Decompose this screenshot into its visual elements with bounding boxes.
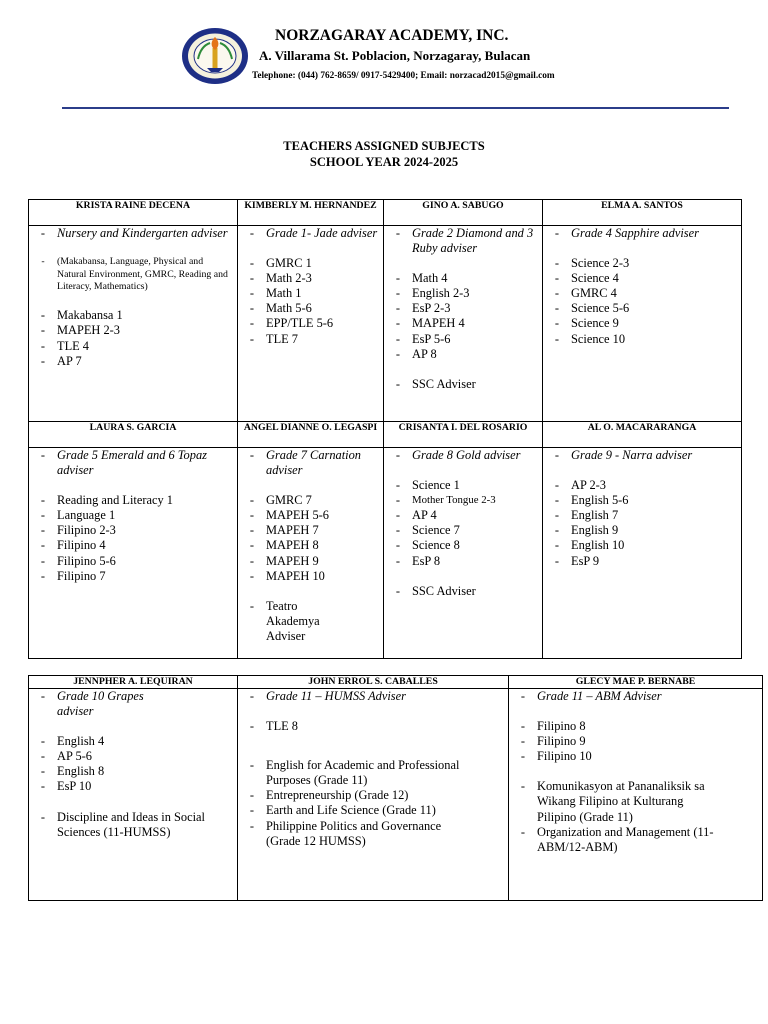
subject: English for Academic and Professional Purposes (Grade 11) <box>266 758 460 788</box>
subject: English 8 <box>57 764 105 779</box>
subject: Science 9 <box>571 316 619 331</box>
subject: Organization and Management (11-ABM/12-ABM) <box>537 824 714 854</box>
subject: EsP 10 <box>57 779 92 794</box>
teacher-subjects-cell <box>29 689 238 901</box>
list-item: - TLE 8 <box>238 719 508 734</box>
subject: Science 7 <box>412 523 460 538</box>
list-item: - MAPEH 7 <box>238 523 383 538</box>
school-contact: Telephone: (044) 762-8659/ 0917-5429400; Email: norzacad2015@gmail.com <box>252 71 555 81</box>
subject: Filipino 9 <box>537 734 586 749</box>
list-item: - Science 2-3 <box>543 256 741 271</box>
subject: GMRC 7 <box>266 493 312 508</box>
list-item: - EsP 9 <box>543 554 741 569</box>
list-item: - MAPEH 4 <box>384 316 542 331</box>
list-item: - MAPEH 10 <box>238 569 383 584</box>
list-item: - Makabansa 1 <box>29 308 237 323</box>
list-item: - MAPEH 5-6 <box>238 508 383 523</box>
list-item: - EsP 2-3 <box>384 301 542 316</box>
list-item: - TLE 7 <box>238 332 383 347</box>
subject: English 2-3 <box>412 286 470 301</box>
adviser-label: Grade 8 Gold adviser <box>412 448 521 462</box>
teacher-subjects-cell <box>384 448 543 659</box>
subjects-note: (Makabansa, Language, Physical and Natural Environment, GMRC, Reading and Literacy, Mathematics) <box>57 256 228 292</box>
list-item: - English 9 <box>543 523 741 538</box>
subject: Filipino 10 <box>537 749 592 764</box>
list-item: - Filipino 9 <box>509 734 762 749</box>
list-item: - Science 1 <box>384 478 542 493</box>
list-item: - Grade 11 – HUMSS Adviser <box>238 689 508 704</box>
adviser-label: Grade 11 – HUMSS Adviser <box>266 689 406 703</box>
subject: Philippine Politics and Governance (Grade 12 HUMSS) <box>266 818 442 848</box>
subject: MAPEH 2-3 <box>57 323 120 338</box>
subjects-row-2 <box>29 448 742 659</box>
list-item: - Teatro Akademya Adviser <box>238 599 383 644</box>
list-item: - AP 5-6 <box>29 749 237 764</box>
subject: MAPEH 7 <box>266 523 319 538</box>
subject: English 10 <box>571 538 625 553</box>
list-item: - TLE 4 <box>29 339 237 354</box>
subject: Math 2-3 <box>266 271 312 286</box>
teacher-name: CRISANTA I. DEL ROSARIO <box>384 422 543 448</box>
list-item: - Grade 8 Gold adviser <box>384 448 542 463</box>
subject: TLE 4 <box>57 338 89 353</box>
subject: Science 5-6 <box>571 301 630 316</box>
subject: Earth and Life Science (Grade 11) <box>266 803 436 818</box>
list-item: - English 10 <box>543 538 741 553</box>
list-item: - Math 4 <box>384 271 542 286</box>
header-row-1 <box>29 200 742 226</box>
list-item: - Nursery and Kindergarten adviser <box>29 226 237 241</box>
subject: Reading and Literacy 1 <box>57 493 173 508</box>
header-row-2 <box>29 422 742 448</box>
subject: AP 8 <box>412 346 437 361</box>
teacher-subjects-cell <box>238 226 384 422</box>
list-item: - English 4 <box>29 734 237 749</box>
list-item: - (Makabansa, Language, Physical and Natural Environment, GMRC, Reading and Literacy, Mathematics) <box>29 256 237 293</box>
adviser-label: Grade 5 Emerald and 6 Topaz adviser <box>57 448 207 478</box>
teacher-name: ELMA A. SANTOS <box>543 200 742 226</box>
list-item: - Discipline and Ideas in Social Sciences (11-HUMSS) <box>29 810 237 840</box>
school-seal-logo <box>180 26 250 86</box>
teacher-name: GINO A. SABUGO <box>384 200 543 226</box>
list-item: - Filipino 2-3 <box>29 523 237 538</box>
subject: English 4 <box>57 734 105 749</box>
teacher-name: LAURA S. GARCIA <box>29 422 238 448</box>
adviser-label: Grade 10 Grapes adviser <box>57 689 144 719</box>
list-item: - Filipino 8 <box>509 719 762 734</box>
adviser-label: Grade 7 Carnation adviser <box>266 448 361 478</box>
subject: GMRC 1 <box>266 256 312 271</box>
list-item: - EsP 10 <box>29 779 237 794</box>
extra-role: SSC Adviser <box>412 583 476 598</box>
list-item: - AP 8 <box>384 347 542 362</box>
subject: EsP 9 <box>571 553 600 568</box>
subject: Math 1 <box>266 286 302 301</box>
list-item: - Grade 10 Grapes adviser <box>29 689 237 719</box>
subject: Math 4 <box>412 271 448 286</box>
teacher-name: ANGEL DIANNE O. LEGASPI <box>238 422 384 448</box>
subject: EsP 2-3 <box>412 301 451 316</box>
subject: Science 1 <box>412 478 460 493</box>
extra-role: Teatro Akademya Adviser <box>266 598 320 643</box>
list-item: - Grade 1- Jade adviser <box>238 226 383 241</box>
teacher-subjects-cell <box>509 689 763 901</box>
list-item: - Grade 2 Diamond and 3 Ruby adviser <box>384 226 542 256</box>
subject: AP 7 <box>57 353 82 368</box>
subject: AP 4 <box>412 508 437 523</box>
subject: English 5-6 <box>571 493 629 508</box>
subject: Filipino 4 <box>57 538 106 553</box>
adviser-label: Nursery and Kindergarten adviser <box>57 226 228 240</box>
list-item: - Mother Tongue 2-3 <box>384 493 542 508</box>
list-item: - Reading and Literacy 1 <box>29 493 237 508</box>
subject: Mother Tongue 2-3 <box>412 494 496 507</box>
subject: English 9 <box>571 523 619 538</box>
subject: Science 4 <box>571 271 619 286</box>
list-item: - Organization and Management (11-ABM/12-ABM) <box>509 825 762 855</box>
list-item: - Science 10 <box>543 332 741 347</box>
subject: GMRC 4 <box>571 286 617 301</box>
teachers-table-1 <box>28 199 742 659</box>
teacher-subjects-cell <box>238 448 384 659</box>
list-item: - English 8 <box>29 764 237 779</box>
header-divider <box>62 107 729 109</box>
subjects-row-3 <box>29 689 763 901</box>
subject: Science 8 <box>412 538 460 553</box>
school-year: SCHOOL YEAR 2024-2025 <box>309 155 459 169</box>
list-item: - Science 8 <box>384 538 542 553</box>
extra-role: SSC Adviser <box>412 376 476 391</box>
list-item: - EsP 8 <box>384 554 542 569</box>
teacher-name: KRISTA RAINE DECENA <box>29 200 238 226</box>
list-item: - Komunikasyon at Pananaliksik sa Wikang Filipino at Kulturang Pilipino (Grade 11) <box>509 779 762 824</box>
school-address: A. Villarama St. Poblacion, Norzagaray, Bulacan <box>259 48 531 63</box>
subject: EsP 8 <box>412 553 441 568</box>
subject: EsP 5-6 <box>412 331 451 346</box>
teacher-name: GLECY MAE P. BERNABE <box>509 676 763 689</box>
teacher-subjects-cell <box>29 226 238 422</box>
list-item: - GMRC 1 <box>238 256 383 271</box>
subject: Makabansa 1 <box>57 308 123 323</box>
teacher-subjects-cell <box>29 448 238 659</box>
teacher-subjects-cell <box>543 448 742 659</box>
teacher-name: AL O. MACARARANGA <box>543 422 742 448</box>
list-item: - AP 2-3 <box>543 478 741 493</box>
list-item: - Grade 11 – ABM Adviser <box>509 689 762 704</box>
subject: Filipino 2-3 <box>57 523 116 538</box>
adviser-label: Grade 9 - Narra adviser <box>571 448 693 462</box>
subject: English 7 <box>571 508 619 523</box>
subjects-row-1 <box>29 226 742 422</box>
list-item: - Filipino 5-6 <box>29 554 237 569</box>
list-item: - EPP/TLE 5-6 <box>238 316 383 331</box>
teachers-table-2 <box>28 675 763 901</box>
list-item: - Filipino 4 <box>29 538 237 553</box>
teacher-name: JENNPHER A. LEQUIRAN <box>29 676 238 689</box>
subject: TLE 7 <box>266 331 298 346</box>
teacher-name: JOHN ERROL S. CABALLES <box>238 676 509 689</box>
subject: TLE 8 <box>266 719 298 734</box>
document-title: TEACHERS ASSIGNED SUBJECTS <box>283 139 485 153</box>
list-item: - Science 4 <box>543 271 741 286</box>
list-item: - Science 5-6 <box>543 301 741 316</box>
subject: MAPEH 10 <box>266 568 325 583</box>
subject: MAPEH 4 <box>412 316 465 331</box>
list-item: - MAPEH 9 <box>238 554 383 569</box>
list-item: - English for Academic and Professional Purposes (Grade 11) <box>238 758 508 788</box>
subject: Filipino 5-6 <box>57 553 116 568</box>
list-item: - EsP 5-6 <box>384 332 542 347</box>
list-item: - Filipino 10 <box>509 749 762 764</box>
subject: AP 2-3 <box>571 478 606 493</box>
list-item: - English 5-6 <box>543 493 741 508</box>
subject: Math 5-6 <box>266 301 312 316</box>
subject: MAPEH 8 <box>266 538 319 553</box>
subject: Entrepreneurship (Grade 12) <box>266 788 409 803</box>
list-item: - GMRC 4 <box>543 286 741 301</box>
subject: Filipino 7 <box>57 568 106 583</box>
list-item: - AP 4 <box>384 508 542 523</box>
list-item: - Math 1 <box>238 286 383 301</box>
subject: Science 10 <box>571 331 626 346</box>
list-item: - Language 1 <box>29 508 237 523</box>
list-item: - English 7 <box>543 508 741 523</box>
list-item: - Grade 9 - Narra adviser <box>543 448 741 463</box>
list-item: - Filipino 7 <box>29 569 237 584</box>
list-item: - Science 7 <box>384 523 542 538</box>
teacher-subjects-cell <box>543 226 742 422</box>
list-item: - Philippine Politics and Governance (Grade 12 HUMSS) <box>238 819 508 849</box>
subject: Filipino 8 <box>537 719 586 734</box>
list-item: - MAPEH 8 <box>238 538 383 553</box>
list-item: - GMRC 7 <box>238 493 383 508</box>
school-name: NORZAGARAY ACADEMY, INC. <box>275 27 509 44</box>
list-item: - Math 5-6 <box>238 301 383 316</box>
teacher-name: KIMBERLY M. HERNANDEZ <box>238 200 384 226</box>
subject: EPP/TLE 5-6 <box>266 316 334 331</box>
adviser-label: Grade 4 Sapphire adviser <box>571 226 699 240</box>
list-item: - Math 2-3 <box>238 271 383 286</box>
subject: AP 5-6 <box>57 749 92 764</box>
subject: Discipline and Ideas in Social Sciences (11-HUMSS) <box>57 809 205 839</box>
list-item: - English 2-3 <box>384 286 542 301</box>
list-item: - MAPEH 2-3 <box>29 323 237 338</box>
subject: Science 2-3 <box>571 256 630 271</box>
subject: Language 1 <box>57 508 116 523</box>
list-item: - Grade 4 Sapphire adviser <box>543 226 741 241</box>
teacher-subjects-cell <box>238 689 509 901</box>
subject: MAPEH 5-6 <box>266 508 329 523</box>
adviser-label: Grade 2 Diamond and 3 Ruby adviser <box>412 226 534 256</box>
header-row-3 <box>29 676 763 689</box>
list-item: - Entrepreneurship (Grade 12) <box>238 788 508 803</box>
list-item: - Science 9 <box>543 316 741 331</box>
teacher-subjects-cell <box>384 226 543 422</box>
adviser-label: Grade 1- Jade adviser <box>266 226 378 240</box>
subject: MAPEH 9 <box>266 553 319 568</box>
list-item: - SSC Adviser <box>384 584 542 599</box>
list-item: - AP 7 <box>29 354 237 369</box>
list-item: - Earth and Life Science (Grade 11) <box>238 803 508 818</box>
list-item: - Grade 7 Carnation adviser <box>238 448 383 478</box>
subject: Komunikasyon at Pananaliksik sa Wikang Filipino at Kulturang Pilipino (Grade 11) <box>537 779 705 824</box>
list-item: - SSC Adviser <box>384 377 542 392</box>
list-item: - Grade 5 Emerald and 6 Topaz adviser <box>29 448 237 478</box>
adviser-label: Grade 11 – ABM Adviser <box>537 689 662 703</box>
